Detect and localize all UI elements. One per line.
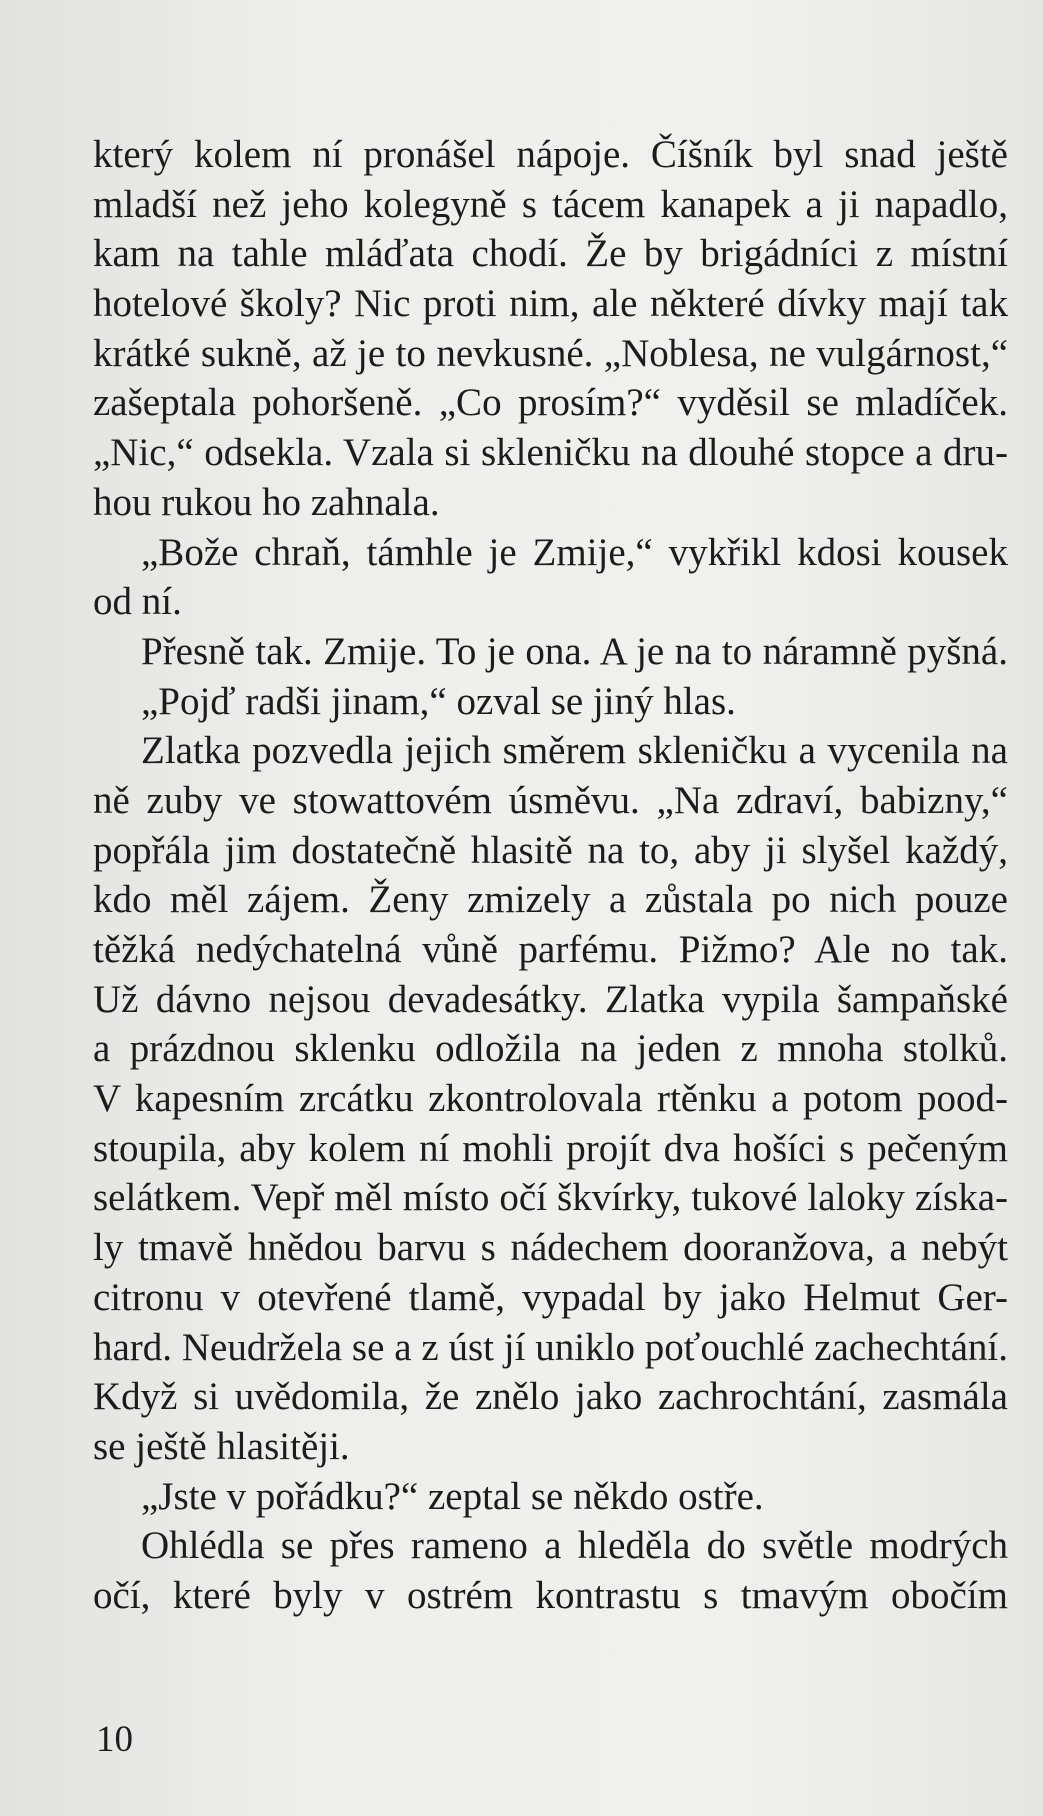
- text-line: „Pojď radši jinam,“ ozval se jiný hlas.: [141, 679, 736, 723]
- text-line: a prázdnou sklenku odložila na jeden z mnoha stolků.: [93, 1027, 1008, 1071]
- text-line: krátké sukně, až je to nevkusné. „Noblesa, ne vulgárnost,“: [93, 331, 1008, 375]
- text-line: hard. Neudržela se a z úst jí uniklo poťouchlé zachechtání.: [93, 1325, 1008, 1369]
- text-line: hotelové školy? Nic proti nim, ale některé dívky mají tak: [93, 282, 1008, 326]
- text-line: V kapesním zrcátku zkontrolovala rtěnku a potom pood-: [93, 1077, 1008, 1121]
- text-line: těžká nedýchatelná vůně parfému. Pižmo? Ale no tak.: [93, 928, 1008, 971]
- text-line: se ještě hlasitěji.: [93, 1424, 350, 1468]
- text-line: stoupila, aby kolem ní mohli projít dva hošíci s pečeným: [93, 1126, 1008, 1170]
- text-line: selátkem. Vepř měl místo očí škvírky, tukové laloky získa-: [93, 1176, 1008, 1220]
- text-line: Když si uvědomila, že znělo jako zachrochtání, zasmála: [93, 1375, 1008, 1419]
- text-line: který kolem ní pronášel nápoje. Číšník byl snad ještě: [93, 133, 1008, 176]
- text-line: Přesně tak. Zmije. To je ona. A je na to náramně pyšná.: [141, 629, 1008, 673]
- text-line: kam na tahle mláďata chodí. Že by brigádníci z místní: [93, 232, 1008, 276]
- text-line: „Bože chraň, támhle je Zmije,“ vykřikl kdosi kousek: [141, 530, 1008, 574]
- text-line: „Jste v pořádku?“ zeptal se někdo ostře.: [141, 1474, 764, 1518]
- text-line: Zlatka pozvedla jejich směrem skleničku a vycenila na: [141, 729, 1008, 773]
- text-line: mladší než jeho kolegyně s tácem kanapek a ji napadlo,: [93, 182, 1008, 226]
- text-line: ně zuby ve stowattovém úsměvu. „Na zdraví, babizny,“: [93, 778, 1008, 822]
- text-line: hou rukou ho zahnala.: [93, 480, 440, 524]
- text-line: Ohlédla se přes rameno a hleděla do světle modrých: [141, 1524, 1008, 1568]
- text-line: popřála jim dostatečně hlasitě na to, aby ji slyšel každý,: [93, 828, 1008, 872]
- body-text: [93, 130, 1008, 1621]
- text-line: od ní.: [93, 580, 182, 624]
- text-line: Už dávno nejsou devadesátky. Zlatka vypila šampaňské: [93, 977, 1008, 1021]
- text-line: ly tmavě hnědou barvu s nádechem dooranžova, a nebýt: [93, 1226, 1008, 1270]
- page-number: 10: [96, 1719, 133, 1760]
- text-line: očí, které byly v ostrém kontrastu s tmavým obočím: [93, 1573, 1008, 1617]
- text-line: citronu v otevřené tlamě, vypadal by jako Helmut Ger-: [93, 1275, 1008, 1319]
- text-line: kdo měl zájem. Ženy zmizely a zůstala po nich pouze: [93, 878, 1008, 922]
- text-line: zašeptala pohoršeně. „Co prosím?“ vyděsil se mladíček.: [93, 381, 1008, 425]
- text-line: „Nic,“ odsekla. Vzala si skleničku na dlouhé stopce a dru-: [93, 431, 1008, 475]
